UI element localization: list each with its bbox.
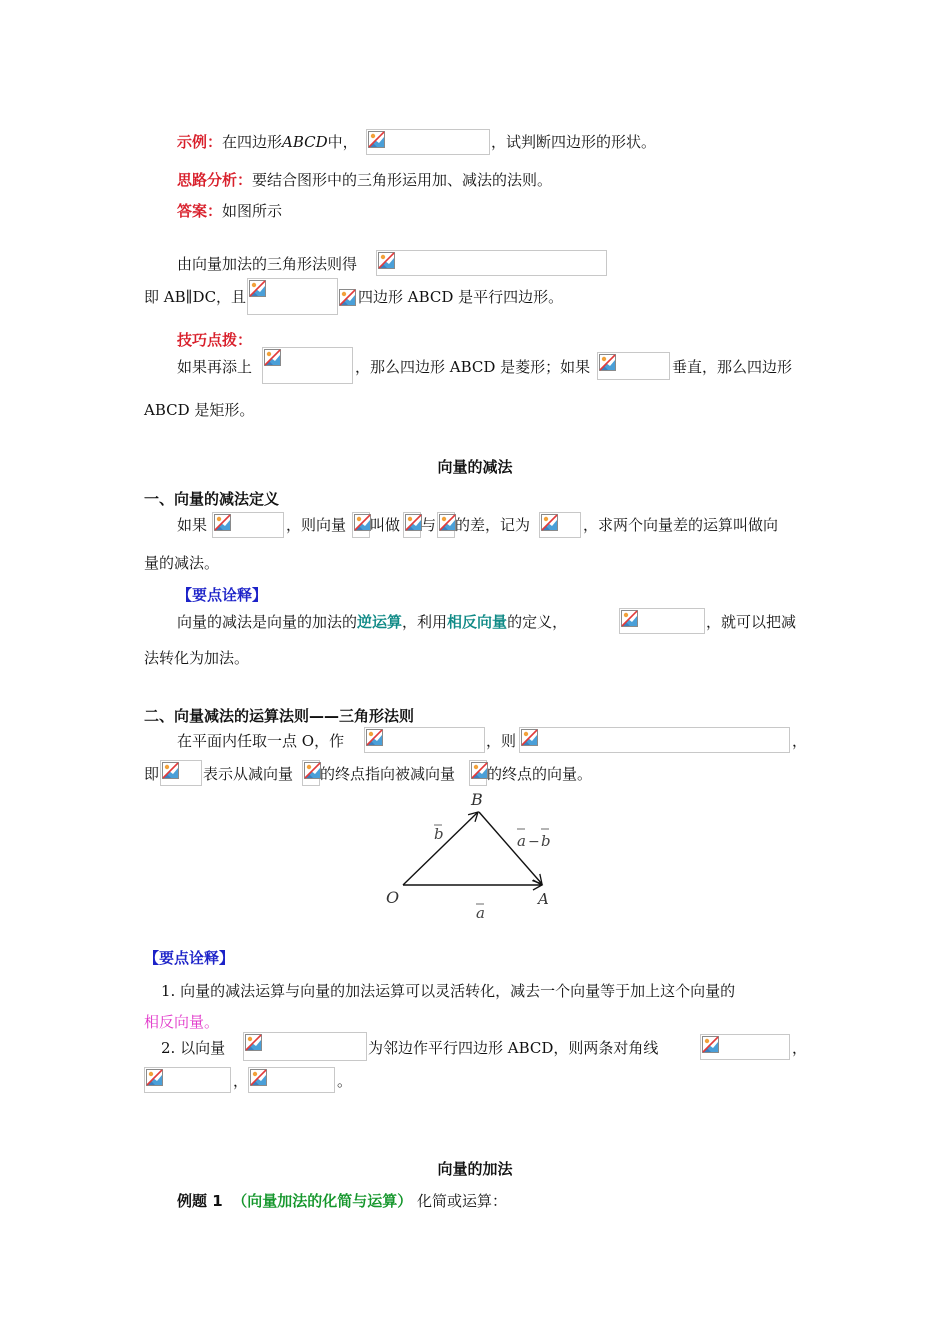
vector-amb-minus: −: [528, 834, 540, 850]
formula-image: [700, 1034, 790, 1060]
sec2-p2-c: 的终点指向被减向量: [320, 765, 456, 783]
sec1-heading: 一、向量的减法定义: [144, 490, 280, 508]
tip-label: 技巧点拨：: [177, 331, 253, 349]
broken-image-icon: [245, 1034, 262, 1051]
formula-image: [364, 727, 485, 753]
sec1-note-label: 【要点诠释】: [177, 586, 268, 604]
formula-image: [403, 512, 421, 538]
sec2-p1-a: 在平面内任取一点 O，作: [177, 732, 345, 750]
formula-image: [144, 1067, 231, 1093]
broken-image-icon: [162, 762, 179, 779]
sec1-p1-f: ，求两个向量差的运算叫做向: [583, 516, 779, 534]
example-label: 示例：: [177, 133, 223, 151]
section-title-addition: 向量的加法: [437, 1160, 513, 1178]
sec1-p1-c: 叫做: [370, 516, 401, 534]
formula-image: [212, 512, 284, 538]
note2-item1-a: 1. 向量的减法运算与向量的加法运算可以灵活转化，减去一个向量等于加上这个向量的: [161, 982, 736, 1000]
formula-image: [539, 512, 581, 538]
note2-item2-d: ，: [233, 1072, 249, 1090]
vector-a-label: a: [476, 904, 485, 922]
point-a-label: A: [538, 890, 549, 908]
broken-image-icon: [366, 729, 383, 746]
answer-text: 如图所示: [222, 202, 283, 220]
analysis-label: 思路分析：: [177, 171, 253, 189]
analysis-line: [177, 169, 552, 191]
formula-image: [519, 727, 790, 753]
derive-line2a: 即 AB∥DC，且: [144, 288, 247, 306]
vector-ob: [403, 812, 478, 885]
derive-line1: 由向量加法的三角形法则得: [177, 255, 358, 273]
formula-image: [366, 129, 490, 155]
answer-line: [177, 200, 282, 222]
broken-image-icon: [250, 1069, 267, 1086]
sec2-p1-b: ，则: [486, 732, 517, 750]
derive-line2b: 四边形 ABCD 是平行四边形。: [358, 288, 564, 306]
formula-image: [376, 250, 607, 276]
note2-item1-b: 相反向量。: [144, 1013, 220, 1031]
vector-amb-a-label: a: [517, 832, 526, 850]
broken-image-icon: [405, 514, 422, 531]
note2-item2-a: 2. 以向量: [161, 1039, 226, 1057]
formula-image: [469, 760, 487, 786]
broken-image-icon: [471, 762, 488, 779]
sec2-p1-c: ，: [792, 732, 808, 750]
tip-text-d: ABCD 是矩形。: [144, 401, 255, 419]
tip-text-a: 如果再添上: [177, 358, 253, 376]
formula-image: [437, 512, 455, 538]
note2-item2-b: 为邻边作平行四边形 ABCD，则两条对角线: [368, 1039, 659, 1057]
formula-image: [160, 760, 202, 786]
example-line: [177, 131, 358, 153]
broken-image-icon: [599, 354, 616, 371]
example1-label: 例题 1: [177, 1192, 223, 1210]
broken-image-icon: [264, 349, 281, 366]
formula-image: [248, 1067, 335, 1093]
sec1-p1-a: 如果: [177, 516, 208, 534]
triangle-diagram: [370, 785, 570, 925]
sec2-p2-d: 的终点的向量。: [487, 765, 593, 783]
broken-image-icon: [621, 610, 638, 627]
broken-image-icon: [249, 280, 266, 297]
point-o-label: O: [386, 888, 400, 907]
sec1-p2-a: 向量的减法是向量的加法的: [177, 613, 358, 631]
note2-label: 【要点诠释】: [144, 949, 235, 967]
sec1-p2-f: ，就可以把减: [706, 613, 797, 631]
tip-text-c: 垂直，那么四边形: [672, 358, 793, 376]
broken-image-icon: [541, 514, 558, 531]
broken-image-icon: [368, 131, 385, 148]
sec1-p2-opposite: 相反向量: [447, 613, 508, 631]
broken-image-icon: [339, 289, 356, 306]
sec2-p2-b: 表示从减向量: [203, 765, 294, 783]
broken-image-icon: [439, 514, 456, 531]
example-abcd: ABCD: [282, 133, 328, 151]
broken-image-icon: [521, 729, 538, 746]
sec2-p2-a: 即: [144, 765, 160, 783]
example-text-mid: 中，: [327, 133, 358, 151]
sec1-p2-e: 的定义，: [507, 613, 568, 631]
analysis-text: 要结合图形中的三角形运用加、减法的法则。: [252, 171, 553, 189]
sec1-p1-b: ，则向量: [286, 516, 347, 534]
formula-image: [339, 289, 357, 307]
sec1-p1-g: 量的减法。: [144, 554, 220, 572]
vector-amb-b-label: b: [541, 832, 551, 850]
formula-image: [302, 760, 320, 786]
example-text-after: ，试判断四边形的形状。: [491, 133, 657, 151]
broken-image-icon: [214, 514, 231, 531]
sec1-p2-inverse: 逆运算: [357, 613, 403, 631]
sec1-p1-d: 与: [421, 516, 437, 534]
formula-image: [262, 347, 353, 384]
tip-text-b: ，那么四边形 ABCD 是菱形；如果: [355, 358, 591, 376]
example-text-before: 在四边形: [222, 133, 283, 151]
formula-image: [247, 278, 338, 315]
broken-image-icon: [378, 252, 395, 269]
sec1-p2-line: [177, 611, 567, 633]
point-b-label: B: [471, 790, 483, 809]
broken-image-icon: [146, 1069, 163, 1086]
broken-image-icon: [354, 514, 371, 531]
vector-b-label: b: [434, 825, 444, 843]
broken-image-icon: [304, 762, 321, 779]
broken-image-icon: [702, 1036, 719, 1053]
sec2-heading: 二、向量减法的运算法则——三角形法则: [144, 707, 415, 725]
formula-image: [597, 352, 670, 380]
example1-text: 化简或运算：: [417, 1192, 508, 1210]
sec1-p2-c: ，利用: [402, 613, 448, 631]
sec1-p1-e: 的差，记为: [455, 516, 531, 534]
formula-image: [619, 608, 705, 634]
answer-label: 答案：: [177, 202, 223, 220]
example1-line: [177, 1190, 507, 1212]
sec1-p2-g: 法转化为加法。: [144, 649, 250, 667]
formula-image: [243, 1032, 367, 1061]
formula-image: [352, 512, 370, 538]
section-title-subtraction: 向量的减法: [437, 458, 513, 476]
note2-item2-c: ，: [792, 1039, 808, 1057]
note2-item2-e: 。: [337, 1072, 353, 1090]
example1-topic: （向量加法的化简与运算）: [232, 1192, 413, 1210]
